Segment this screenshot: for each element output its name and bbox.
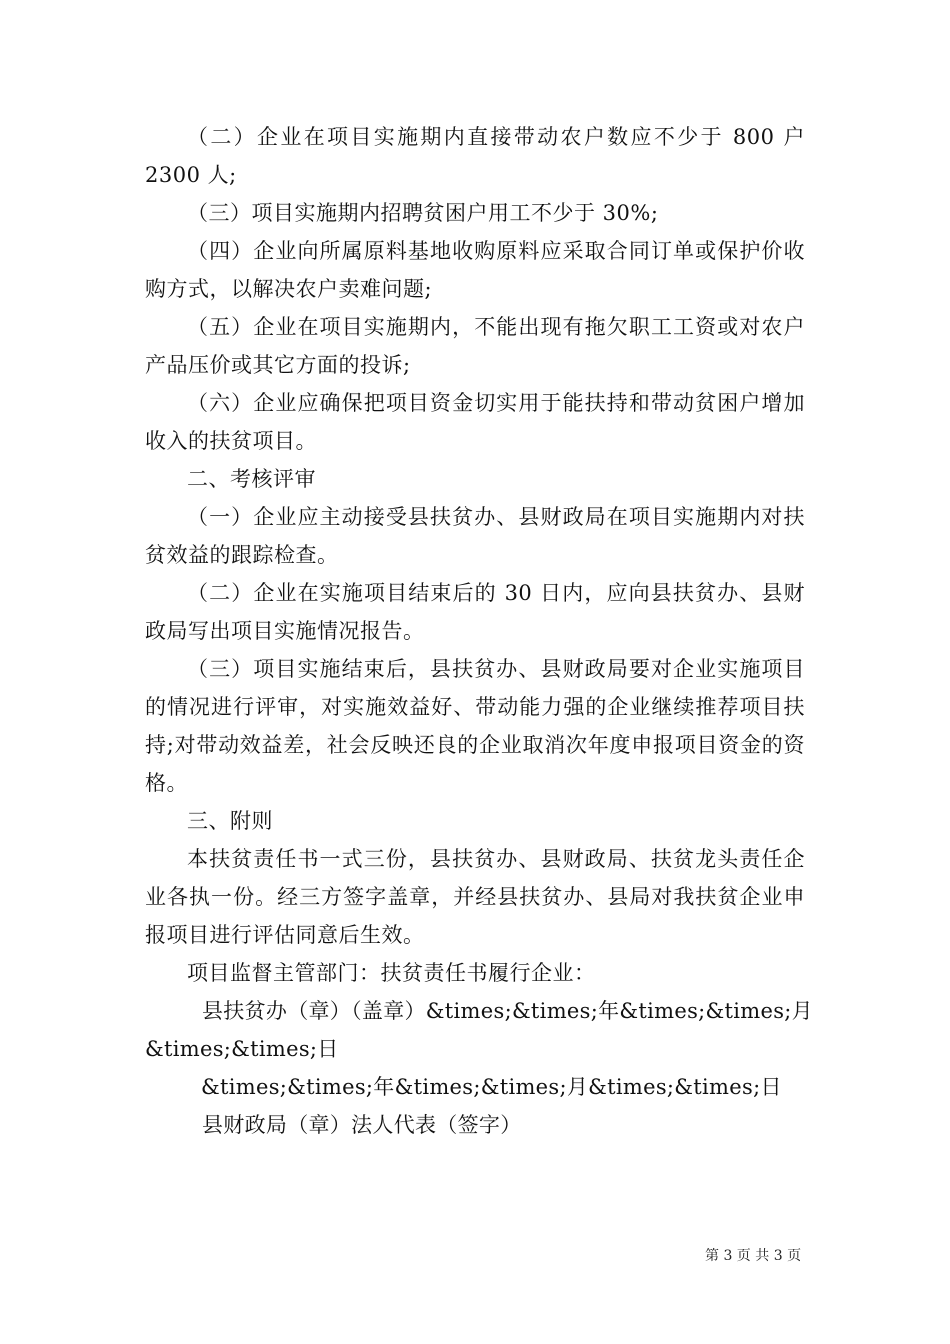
paragraph-2-5: （五）企业在项目实施期内，不能出现有拖欠职工工资或对农户产品压价或其它方面的投诉; xyxy=(145,315,805,377)
document-body xyxy=(145,118,813,1144)
paragraph-review-1: （一）企业应主动接受县扶贫办、县财政局在项目实施期内对扶贫效益的跟踪检查。 xyxy=(145,505,805,567)
paragraph-review-3: （三）项目实施结束后，县扶贫办、县财政局要对企业实施项目的情况进行评审，对实施效益好、带动能力强的企业继续推荐项目扶持;对带动效益差，社会反映还良的企业取消次年度申报项目资金的资格。 xyxy=(145,657,805,795)
paragraph-review-2: （二）企业在实施项目结束后的 30 日内，应向县扶贫办、县财政局写出项目实施情况报告。 xyxy=(145,581,805,643)
paragraph-2-2: （二）企业在项目实施期内直接带动农户数应不少于 800 户 2300 人; xyxy=(145,125,805,187)
paragraph-appendix: 本扶贫责任书一式三份，县扶贫办、县财政局、扶贫龙头责任企业各执一份。经三方签字盖章，并经县扶贫办、县局对我扶贫企业申报项目进行评估同意后生效。 xyxy=(145,847,805,947)
page-number-footer: 第 3 页 共 3 页 xyxy=(705,1248,802,1264)
section-heading-appendix: 三、附则 xyxy=(187,809,273,833)
paragraph-2-4: （四）企业向所属原料基地收购原料应采取合同订单或保护价收购方式，以解决农户卖难问题; xyxy=(145,239,805,301)
signature-line-finance: 县财政局（章）法人代表（签字） xyxy=(202,1113,522,1137)
signature-line-day: &times;&times;日 xyxy=(145,1037,339,1061)
signature-line-office: 县扶贫办（章）（盖章）&times;&times;年&times;&times;月 xyxy=(202,999,813,1023)
section-heading-review: 二、考核评审 xyxy=(187,467,316,491)
signature-line-date: &times;&times;年&times;&times;月&times;&times;日 xyxy=(201,1075,782,1099)
paragraph-2-3: （三）项目实施期内招聘贫困户用工不少于 30%; xyxy=(187,201,659,225)
paragraph-2-6: （六）企业应确保把项目资金切实用于能扶持和带动贫困户增加收入的扶贫项目。 xyxy=(145,391,805,453)
signature-header: 项目监督主管部门：扶贫责任书履行企业： xyxy=(187,961,596,985)
